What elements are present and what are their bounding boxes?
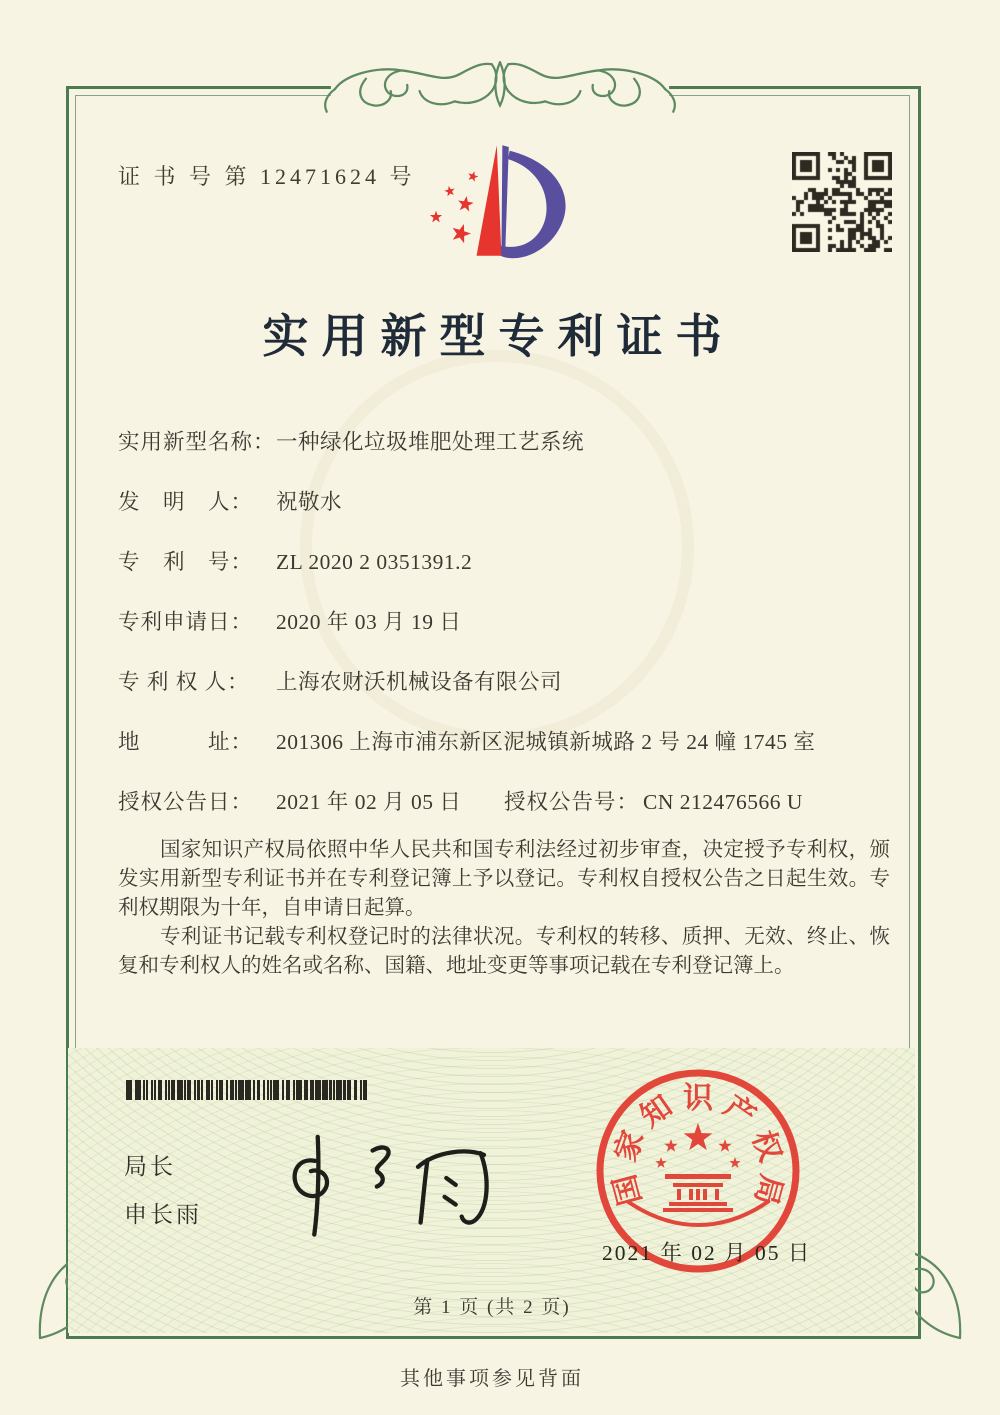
field-value: 一种绿化垃圾堆肥处理工艺系统	[276, 430, 585, 454]
field-label: 地 址：	[118, 730, 254, 754]
field-label: 实用新型名称：	[118, 430, 276, 454]
grant-date-value: 2021 年 02 月 05 日	[276, 790, 462, 814]
svg-text:权: 权	[745, 1126, 787, 1166]
legal-text	[118, 836, 890, 981]
svg-text:知: 知	[634, 1089, 679, 1134]
svg-text:家: 家	[609, 1126, 651, 1166]
field-row-patentee	[118, 666, 902, 698]
top-scroll-ornament-icon	[313, 56, 687, 122]
qr-code	[792, 152, 892, 252]
field-row-address	[118, 726, 902, 758]
svg-text:产: 产	[717, 1089, 762, 1134]
field-value: 201306 上海市浦东新区泥城镇新城路 2 号 24 幢 1745 室	[276, 730, 816, 754]
field-value: 祝敬水	[276, 490, 343, 514]
cnipa-patent-logo-icon	[408, 136, 593, 288]
seal-date: 2021 年 02 月 05 日	[602, 1241, 812, 1265]
field-value: ZL 2020 2 0351391.2	[276, 550, 473, 574]
page-number: 第 1 页 (共 2 页)	[413, 1297, 571, 1318]
field-label: 专 利 权 人：	[118, 670, 250, 694]
field-label: 专 利 号：	[118, 550, 254, 574]
field-row-patent-no	[118, 546, 902, 578]
field-row-grant	[118, 786, 902, 818]
director-signature-script-icon	[268, 1124, 508, 1244]
svg-text:国: 国	[608, 1171, 648, 1209]
svg-text:识: 识	[683, 1082, 713, 1115]
grant-no-value: CN 212476566 U	[643, 790, 803, 814]
field-row-inventor	[118, 486, 902, 518]
grant-date-label: 授权公告日：	[118, 790, 254, 814]
signer-name: 申长雨	[124, 1202, 202, 1227]
certificate-number: 证 书 号 第 12471624 号	[118, 164, 416, 189]
certificate-title: 实用新型专利证书	[262, 311, 735, 362]
back-side-note: 其他事项参见背面	[400, 1368, 584, 1390]
signer-title: 局长	[124, 1154, 176, 1179]
field-row-filing-date	[118, 606, 902, 638]
field-list	[118, 426, 902, 846]
barcode	[124, 1080, 376, 1100]
svg-text:局: 局	[748, 1171, 788, 1209]
legal-paragraph-2: 专利证书记载专利权登记时的法律状况。专利权的转移、质押、无效、终止、恢复和专利权人的姓名或名称、国籍、地址变更等事项记载在专利登记簿上。	[118, 926, 890, 977]
field-row-name	[118, 426, 902, 458]
field-value: 2020 年 03 月 19 日	[276, 610, 462, 634]
field-label: 专利申请日：	[118, 610, 254, 634]
legal-paragraph-1: 国家知识产权局依照中华人民共和国专利法经过初步审查，决定授予专利权，颁发实用新型专利证书并在专利登记簿上予以登记。专利权自授权公告之日起生效。专利权期限为十年，自申请日起算。	[118, 839, 890, 919]
field-label: 发 明 人：	[118, 490, 254, 514]
field-value: 上海农财沃机械设备有限公司	[276, 670, 563, 694]
grant-no-label: 授权公告号：	[504, 790, 640, 814]
